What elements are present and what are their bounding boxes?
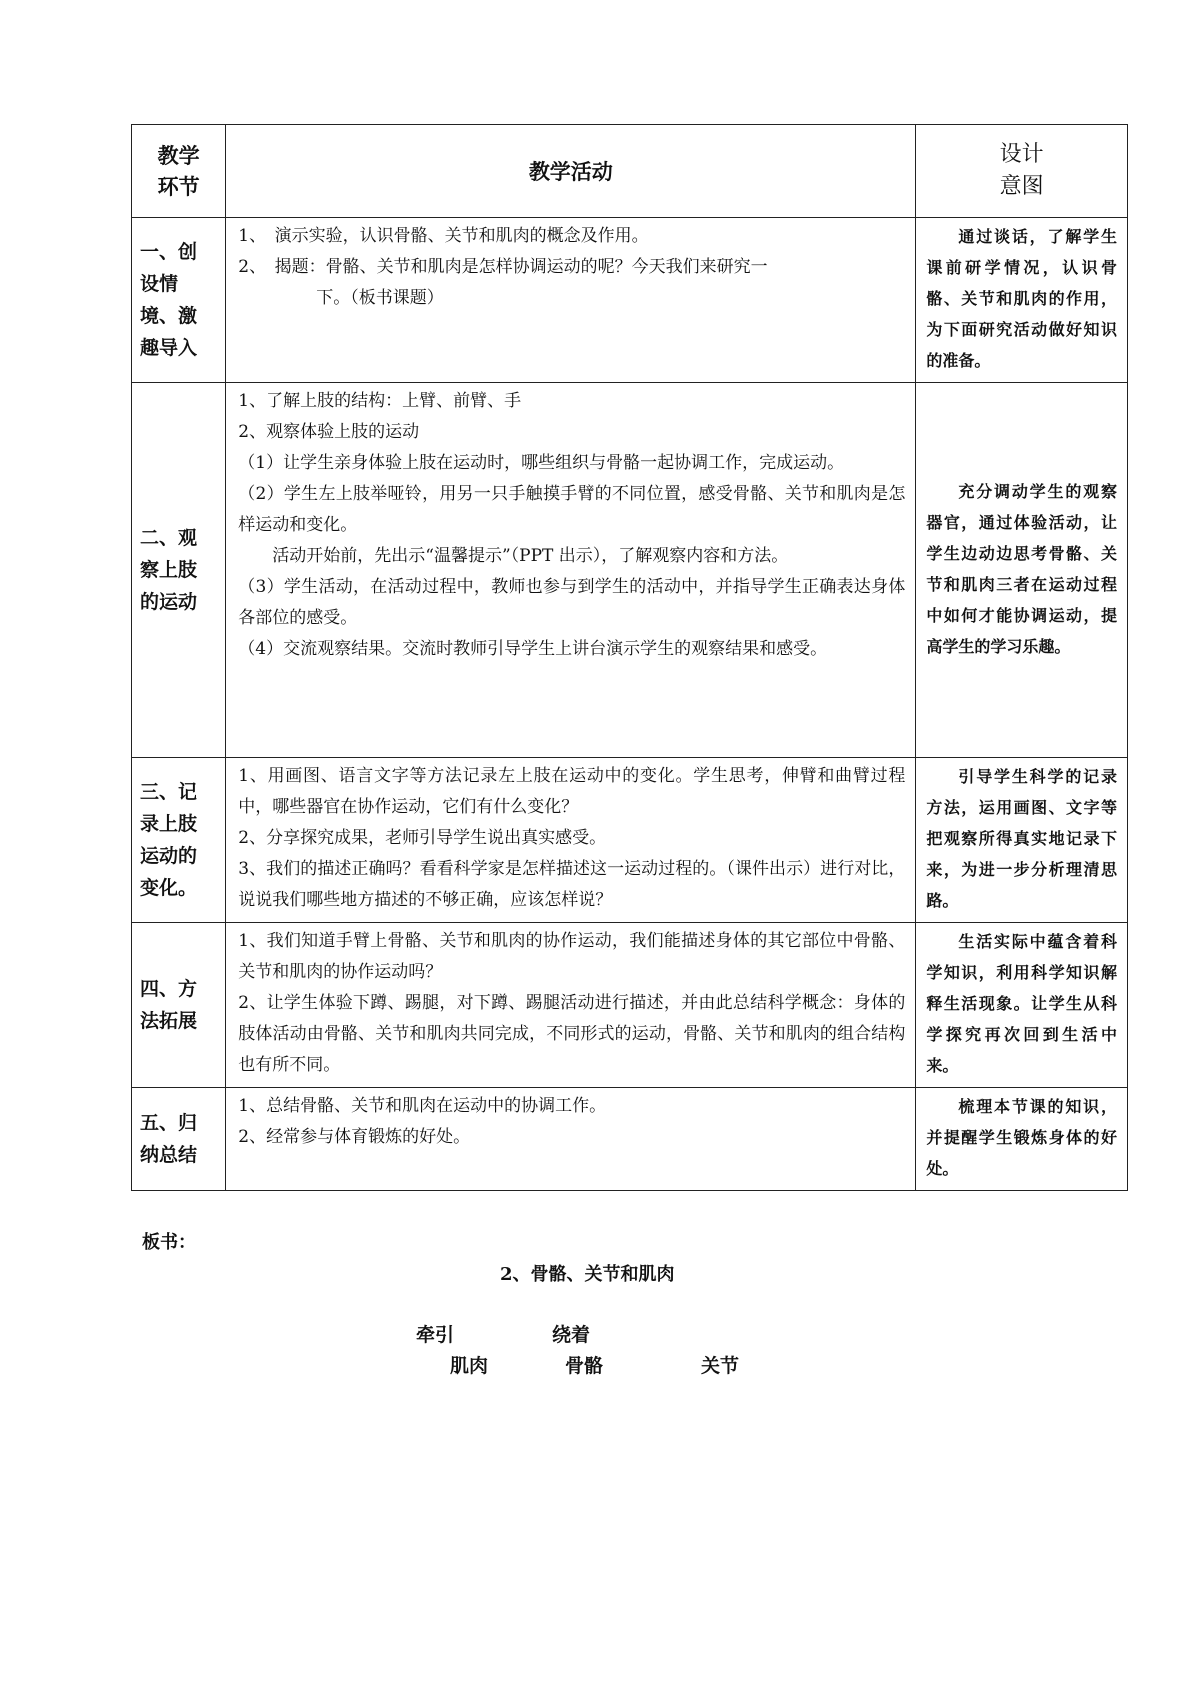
activity-item: 2、观察体验上肢的运动 [238,422,420,442]
intent-text: 充分调动学生的观察器官，通过体验活动，让学生边动边思考骨骼、关节和肌肉三者在运动过程中如何才能协调运动，提高学生的学习乐趣。 [926,481,1117,656]
header-stage [132,125,226,218]
activity-cell [226,383,916,758]
table-row [132,218,1128,383]
stage-line: 设情 [140,273,179,295]
header-intent [916,125,1128,218]
stage-line: 一、创 [140,241,198,263]
stage-cell [132,383,226,758]
stage-line: 运动的 [140,845,198,867]
activity-item: （1）让学生亲身体验上肢在运动时，哪些组织与骨骼一起协调工作，完成运动。 [238,453,845,473]
header-row [132,125,1128,218]
board-word-joint: 关节 [701,1355,740,1377]
header-activity: 教学活动 [226,125,916,218]
activity-cell [226,758,916,923]
activity-cell [226,923,916,1088]
stage-cell [132,923,226,1088]
intent-text: 生活实际中蕴含着科学知识，利用科学知识解释生活现象。让学生从科学探究再次回到生活中来。 [926,932,1117,1075]
stage-cell [132,758,226,923]
activity-item: 2、经常参与体育锻炼的好处。 [238,1127,471,1147]
activity-cell [226,1088,916,1191]
board-label: 板书： [142,1232,196,1253]
activity-item: 下。（板书课题） [316,288,444,308]
stage-line: 二、观 [140,527,198,549]
table-row [132,1088,1128,1191]
stage-line: 境、激 [140,305,198,327]
intent-cell [916,758,1128,923]
activity-item: （4）交流观察结果。交流时教师引导学生上讲台演示学生的观察结果和感受。 [238,639,828,659]
intent-cell [916,1088,1128,1191]
activity-item: 1、我们知道手臂上骨骼、关节和肌肉的协作运动，我们能描述身体的其它部位中骨骼、关节和肌肉的协作运动吗？ [238,931,906,982]
activity-item: 2、 揭题：骨骼、关节和肌肉是怎样协调运动的呢？今天我们来研究一 [238,257,768,277]
stage-line: 三、记 [140,781,198,803]
stage-line: 录上肢 [140,813,198,835]
activity-item: （2）学生左上肢举哑铃，用另一只手触摸手臂的不同位置，感受骨骼、关节和肌肉是怎样运动和变化。 [238,484,906,535]
stage-line: 纳总结 [140,1144,198,1166]
intent-text: 梳理本节课的知识，并提醒学生锻炼身体的好处。 [926,1097,1117,1178]
header-stage-line: 教学 [157,143,200,168]
stage-cell [132,218,226,383]
activity-item: （3）学生活动，在活动过程中，教师也参与到学生的活动中，并指导学生正确表达身体各部位的感受。 [238,577,906,628]
stage-line: 变化。 [140,877,198,899]
header-intent-line: 意图 [999,174,1044,199]
activity-item: 2、让学生体验下蹲、踢腿，对下蹲、踢腿活动进行描述，并由此总结科学概念：身体的肢体活动由骨骼、关节和肌肉共同完成，不同形式的运动，骨骼、关节和肌肉的组合结构也有所不同。 [238,993,906,1075]
stage-line: 法拓展 [140,1010,198,1032]
intent-cell [916,218,1128,383]
activity-item: 1、用画图、语言文字等方法记录左上肢在运动中的变化。学生思考，伸臂和曲臂过程中，哪些器官在协作运动，它们有什么变化？ [238,766,906,817]
intent-text: 引导学生科学的记录方法，运用画图、文字等把观察所得真实地记录下来，为进一步分析理清思路。 [926,767,1117,910]
activity-item: 1、了解上肢的结构：上臂、前臂、手 [238,391,522,411]
stage-cell [132,1088,226,1191]
header-intent-line: 设计 [999,142,1044,167]
stage-line: 察上肢 [140,559,198,581]
activity-item: 活动开始前，先出示“温馨提示”（PPT 出示），了解观察内容和方法。 [238,546,789,566]
table-row [132,758,1128,923]
board-title: 2、骨骼、关节和肌肉 [500,1264,675,1285]
stage-line: 趣导入 [140,337,198,359]
activity-item: 1、总结骨骼、关节和肌肉在运动中的协调工作。 [238,1096,607,1116]
table-row [132,383,1128,758]
activity-item: 2、分享探究成果，老师引导学生说出真实感受。 [238,828,607,848]
lesson-plan-table [131,124,1128,1191]
activity-item: 1、 演示实验，认识骨骼、关节和肌肉的概念及作用。 [238,226,649,246]
activity-item: 3、我们的描述正确吗？看看科学家是怎样描述这一运动过程的。（课件出示）进行对比，说说我们哪些地方描述的不够正确，应该怎样说？ [238,859,906,910]
stage-line: 的运动 [140,591,198,613]
table-row [132,923,1128,1088]
stage-line: 五、归 [140,1112,198,1134]
intent-text: 通过谈话，了解学生课前研学情况，认识骨骼、关节和肌肉的作用，为下面研究活动做好知识的准备。 [926,227,1117,370]
header-stage-line: 环节 [157,174,200,199]
intent-cell [916,923,1128,1088]
intent-cell [916,383,1128,758]
activity-cell [226,218,916,383]
board-word-muscle: 肌肉 [450,1355,489,1377]
board-word-pull: 牵引 [416,1324,455,1346]
board-word-around: 绕着 [552,1324,591,1346]
stage-line: 四、方 [140,978,198,1000]
board-word-bone: 骨骼 [565,1355,604,1377]
